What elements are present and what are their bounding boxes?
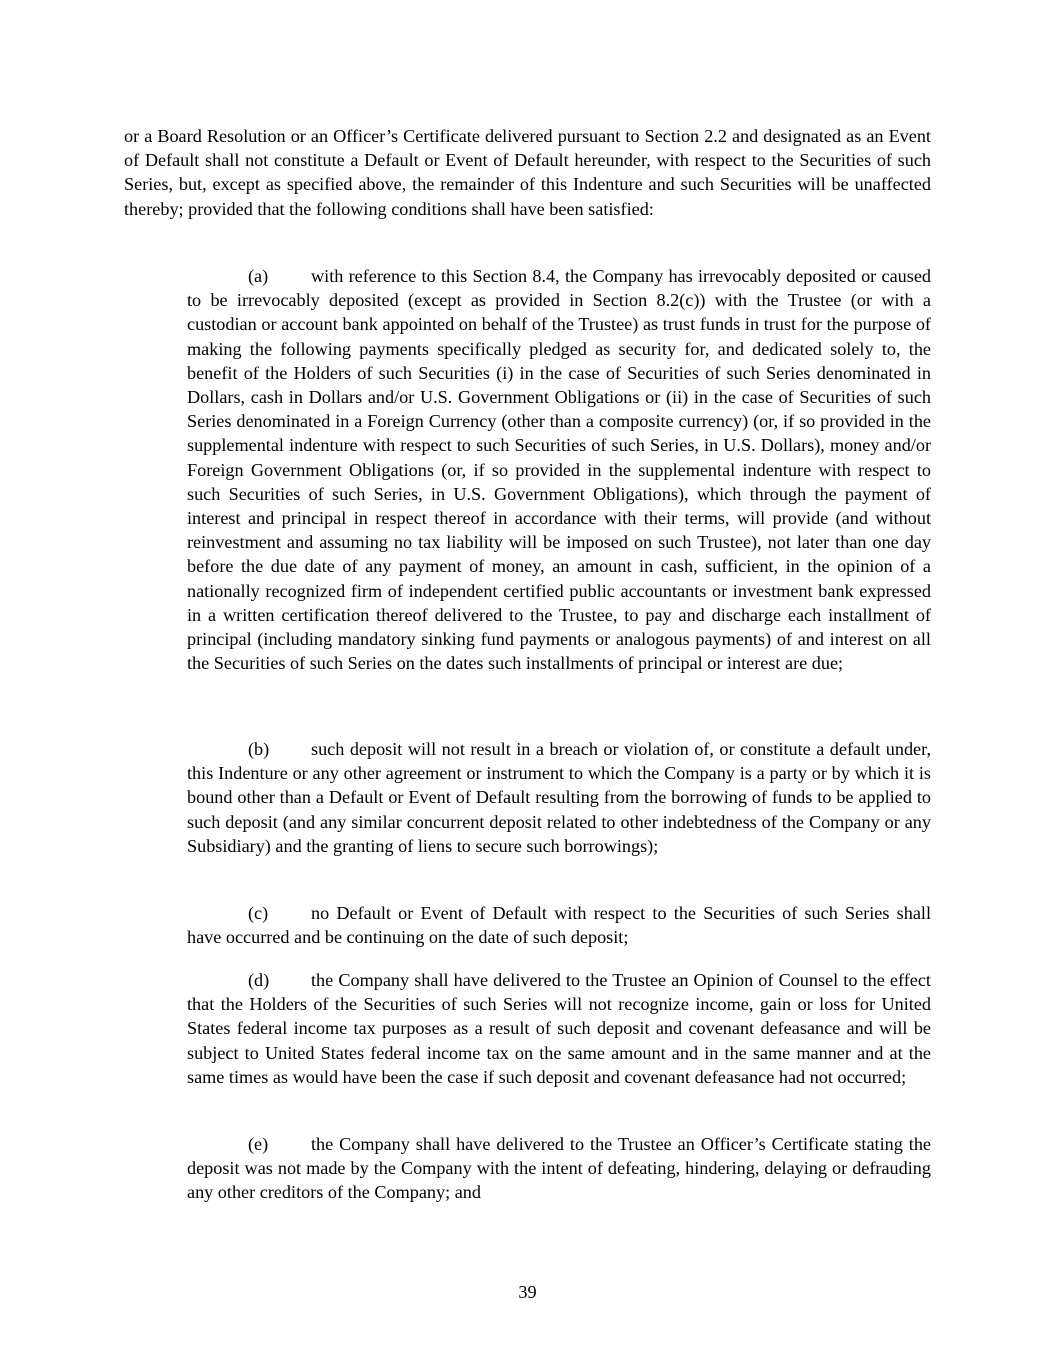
condition-item-a xyxy=(187,264,931,675)
item-marker: (a) xyxy=(248,266,269,286)
intro-paragraph: or a Board Resolution or an Officer’s Certificate delivered pursuant to Section 2.2 and designated as an Event of Default shall not constitute a Default or Event of Default hereunder, with respect to the Securities of such Series, but, except as specified above, the remainder of this Indenture and such Securities will be unaffected thereby; provided that the following conditions shall have been satisfied: xyxy=(124,126,931,219)
condition-item-b xyxy=(187,737,931,858)
item-text: the Company shall have delivered to the Trustee an Officer’s Certificate stating the deposit was not made by the Company with the intent of defeating, hindering, delaying or defrauding any other creditors of the Company; and xyxy=(187,1134,931,1203)
condition-item-d xyxy=(187,968,931,1089)
condition-item-e xyxy=(187,1132,931,1205)
item-text: with reference to this Section 8.4, the Company has irrevocably deposited or caused to be irrevocably deposited (except as provided in Section 8.2(c)) with the Trustee (or with a custodian or account bank appointed on behalf of the Trustee) as trust funds in trust for the purpose of making the following payments specifically pledged as security for, and dedicated solely to, the benefit of the Holders of such Securities (i) in the case of Securities of such Series denominated in Dollars, cash in Dollars and/or U.S. Government Obligations or (ii) in the case of Securities of such Series denominated in a Foreign Currency (other than a composite currency) (or, if so provided in the supplemental indenture with respect to such Securities of such Series, in U.S. Dollars), money and/or Foreign Government Obligations (or, if so provided in the supplemental indenture with respect to such Securities of such Series, in U.S. Government Obligations), which through the payment of interest and principal in respect thereof in accordance with their terms, will provide (and without reinvestment and assuming no tax liability will be imposed on such Trustee), not later than one day before the due date of any payment of money, an amount in cash, sufficient, in the opinion of a nationally recognized firm of independent certified public accountants or investment bank expressed in a written certification thereof delivered to the Trustee, to pay and discharge each installment of principal (including mandatory sinking fund payments or analogous payments) of and interest on all the Securities of such Series on the dates such installments of principal or interest are due; xyxy=(187,266,931,674)
item-text: such deposit will not result in a breach or violation of, or constitute a default under, this Indenture or any other agreement or instrument to which the Company is a party or by which it is bound other than a Default or Event of Default resulting from the borrowing of funds to be applied to such deposit (and any similar concurrent deposit related to other indebtedness of the Company or any Subsidiary) and the granting of liens to secure such borrowings); xyxy=(187,739,931,856)
item-marker: (e) xyxy=(248,1134,269,1154)
item-marker: (b) xyxy=(248,739,270,759)
condition-item-c xyxy=(187,901,931,949)
item-marker: (c) xyxy=(248,903,269,923)
item-marker: (d) xyxy=(248,970,270,990)
item-text: no Default or Event of Default with respect to the Securities of such Series shall have occurred and be continuing on the date of such deposit; xyxy=(187,903,931,948)
item-text: the Company shall have delivered to the Trustee an Opinion of Counsel to the effect that the Holders of the Securities of such Series will not recognize income, gain or loss for United States federal income tax purposes as a result of such deposit and covenant defeasance and will be subject to United States federal income tax on the same amount and in the same manner and at the same times as would have been the case if such deposit and covenant defeasance had not occurred; xyxy=(187,970,931,1087)
page-number: 39 xyxy=(518,1282,537,1302)
